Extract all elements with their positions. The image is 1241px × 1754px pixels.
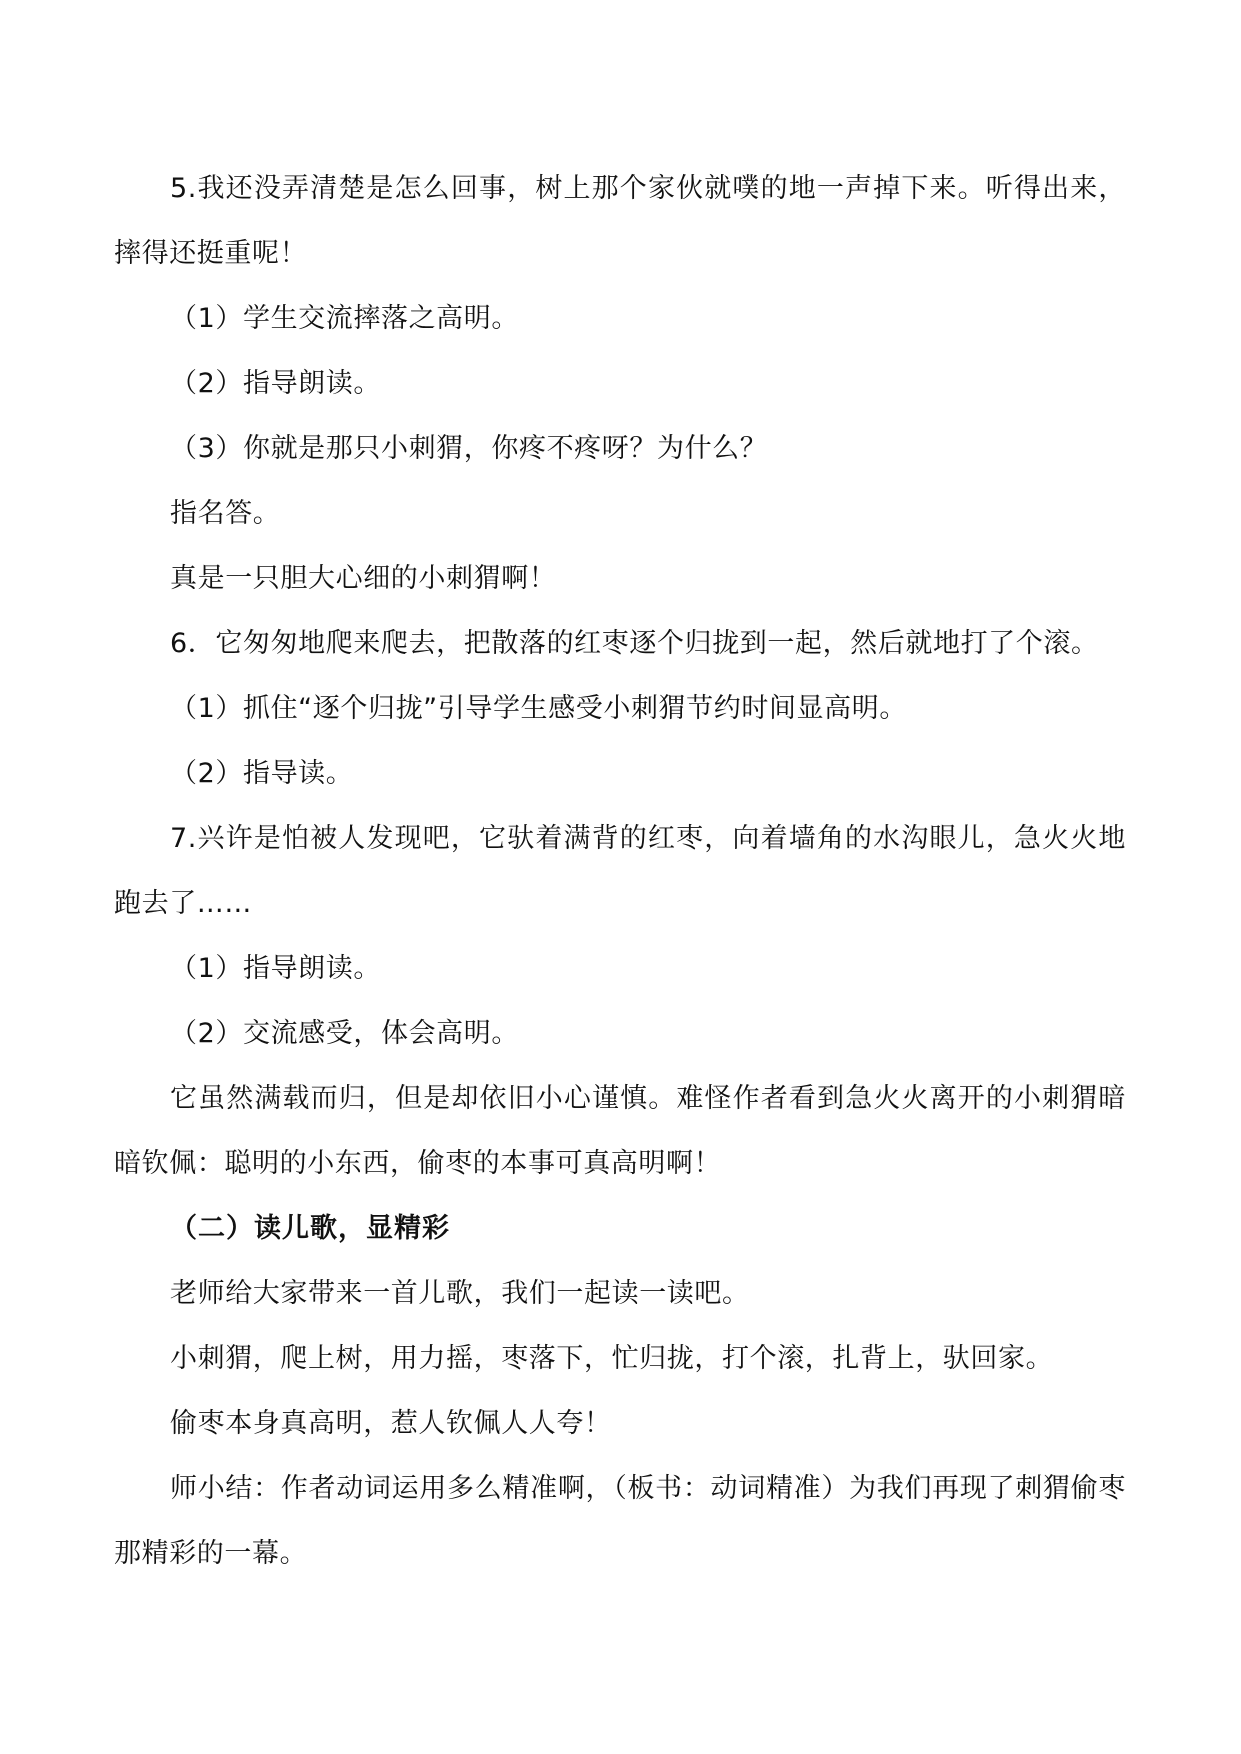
paragraph-one-by-one: （1）抓住“逐个归拢”引导学生感受小刺猬节约时间显高明。 xyxy=(170,693,907,724)
paragraph-guide-reading-2: （2）指导读。 xyxy=(170,758,354,789)
paragraph-6-gather: 6．它匆匆地爬来爬去，把散落的红枣逐个归拢到一起，然后就地打了个滚。 xyxy=(170,628,1099,659)
paragraph-rhyme-line-2: 偷枣本身真高明，惹人钦佩人人夸！ xyxy=(170,1408,612,1439)
paragraph-7-run-away: 7.兴许是怕被人发现吧，它驮着满背的红枣，向着墙角的水沟眼儿，急火火地跑去了…… xyxy=(114,823,1126,919)
paragraph-careful-summary: 它虽然满载而归，但是却依旧小心谨慎。难怪作者看到急火火离开的小刺猬暗暗钦佩：聪明的小东西，偷枣的本事可真高明啊！ xyxy=(114,1083,1126,1179)
paragraph-guide-reading-1: （2）指导朗读。 xyxy=(170,368,381,399)
paragraph-discuss-fall: （1）学生交流摔落之高明。 xyxy=(170,303,519,334)
paragraph-share-feelings: （2）交流感受，体会高明。 xyxy=(170,1018,519,1049)
paragraph-teacher-summary: 师小结：作者动词运用多么精准啊，（板书：动词精准）为我们再现了刺猬偷枣那精彩的一幕。 xyxy=(114,1473,1126,1569)
paragraph-guide-reading-3: （1）指导朗读。 xyxy=(170,953,381,984)
paragraph-rhyme-intro: 老师给大家带来一首儿歌，我们一起读一读吧。 xyxy=(170,1278,750,1309)
document-body xyxy=(114,156,1126,1586)
paragraph-question-pain: （3）你就是那只小刺猬，你疼不疼呀？为什么？ xyxy=(170,433,768,464)
paragraph-5-fall: 5.我还没弄清楚是怎么回事，树上那个家伙就噗的地一声掉下来。听得出来，摔得还挺重呢！ xyxy=(114,173,1126,269)
section-heading-rhyme: （二）读儿歌，显精彩 xyxy=(170,1213,450,1244)
paragraph-rhyme-line-1: 小刺猬，爬上树，用力摇，枣落下，忙归拢，打个滚，扎背上，驮回家。 xyxy=(170,1343,1054,1374)
paragraph-call-answer: 指名答。 xyxy=(170,498,281,529)
paragraph-brave-careful: 真是一只胆大心细的小刺猬啊！ xyxy=(170,563,557,594)
